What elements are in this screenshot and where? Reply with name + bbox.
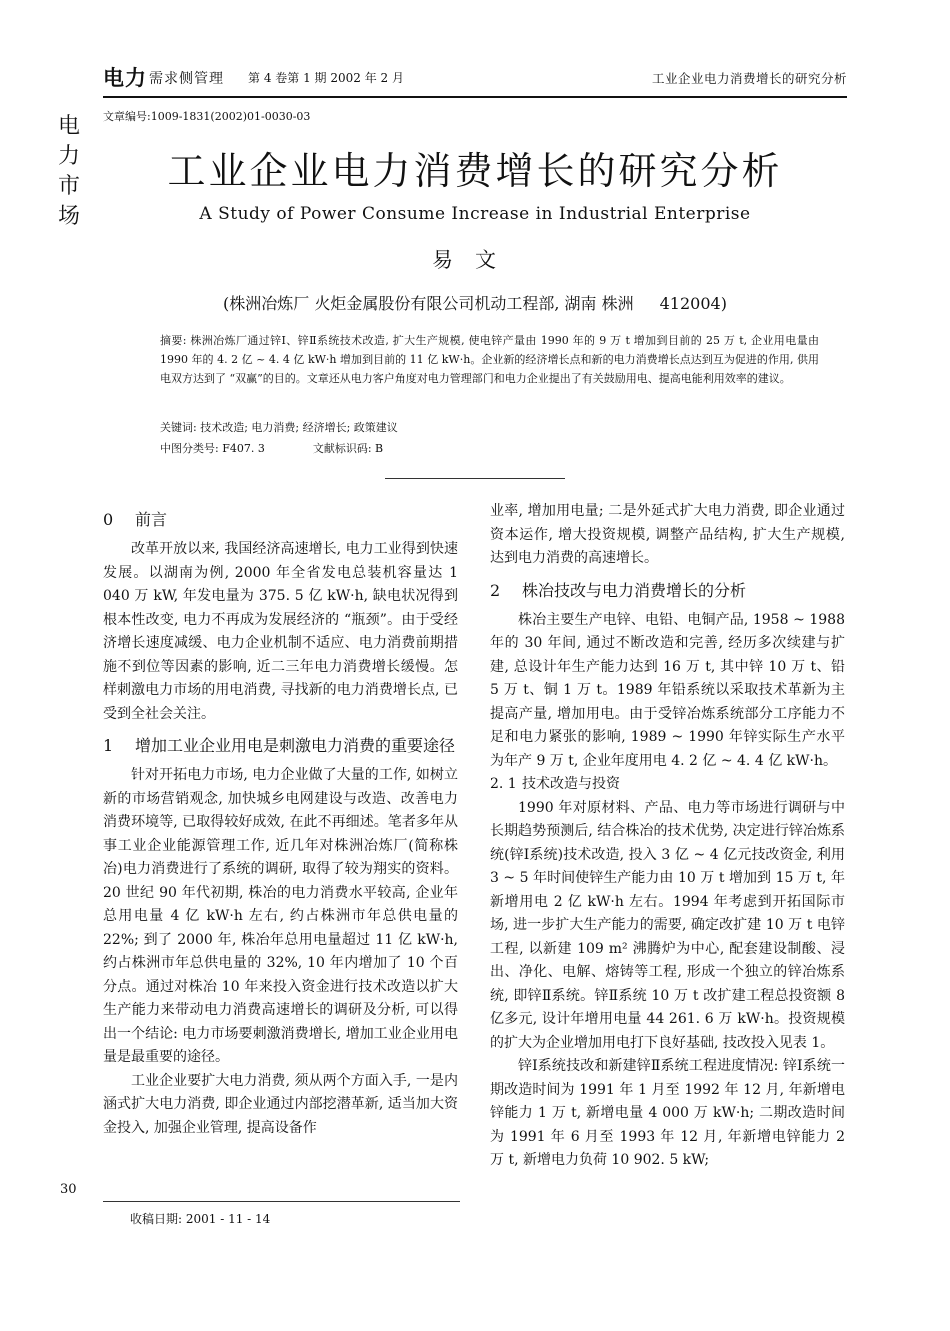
side-char: 场 xyxy=(57,204,80,229)
article-title-en: A Study of Power Consume Increase in Industrial Enterprise xyxy=(199,204,751,224)
section-heading xyxy=(490,579,845,603)
page-number: 30 xyxy=(60,1182,77,1197)
subsection-title: 技术改造与投资 xyxy=(522,776,620,792)
section-number: 1 xyxy=(103,736,114,755)
side-char: 电 xyxy=(57,114,80,139)
right-column xyxy=(490,500,845,1173)
journal-subtitle: 需求侧管理 xyxy=(149,71,224,87)
section-heading xyxy=(103,734,458,758)
issue-info: 第 4 卷第 1 期 2002 年 2 月 xyxy=(248,71,404,85)
left-column xyxy=(103,500,458,1140)
paragraph: 业率, 增加用电量; 二是外延式扩大电力消费, 即企业通过资本运作, 增大投资规模, 调整产品结构, 扩大生产规模, 达到电力消费的高速增长。 xyxy=(490,503,845,566)
section-heading xyxy=(103,508,458,532)
article-number: 文章编号:1009-1831(2002)01-0030-03 xyxy=(103,110,311,123)
document-code: 文献标识码: B xyxy=(312,442,384,455)
section-title: 株冶技改与电力消费增长的分析 xyxy=(522,580,747,600)
affiliation-text: (株洲冶炼厂 火炬金属股份有限公司机动工程部, 湖南 株洲 xyxy=(223,294,634,313)
affiliation xyxy=(0,291,950,314)
subsection-number: 2. 1 xyxy=(490,776,517,792)
section-number: 2 xyxy=(490,580,501,600)
keywords: 关键词: 技术改造; 电力消费; 经济增长; 政策建议 xyxy=(160,421,398,434)
author: 易文 xyxy=(432,248,518,272)
abstract-divider xyxy=(385,478,565,479)
section-title: 增加工业企业用电是刺激电力消费的重要途径 xyxy=(135,736,456,755)
footnote-rule xyxy=(103,1201,460,1202)
received-date: 收稿日期: 2001 - 11 - 14 xyxy=(130,1212,271,1226)
abstract-text: 摘要: 株洲冶炼厂通过锌Ⅰ、锌Ⅱ系统技术改造, 扩大生产规模, 使电锌产量由 1990 年的 9 万 t 增加到目前的 25 万 t, 企业用电量由 1990 年的 4. 2 亿 ~ 4. 4 亿 kW·h 增加到目前的 11 亿 kW·h。企业新的经济增长点和新的电力消费增长点达到互为促进的作用, 供用电双方达到了 “双赢”的目的。文章还从电力客户角度对电力管理部门和电力企业提出了有关鼓励用电、提高电能利用效率的建议。 xyxy=(160,334,819,385)
paragraph: 株冶主要生产电锌、电铅、电铜产品, 1958 ~ 1988 年的 30 年间, 通过不断改造和完善, 经历多次续建与扩建, 总设计年生产能力达到 16 万 t, 其中锌 10 万 t、铅 5 万 t、铜 1 万 t。1989 年铅系统以采取技术革新为主提高产量, 增加用电。由于受锌冶炼系统部分工序能力不足和电力紧张的影响, 1989 ~ 1990 年锌实际生产水平为年产 9 万 t, 企业年度用电 4. 2 亿 ~ 4. 4 亿 kW·h。 xyxy=(490,611,845,769)
paragraph: 改革开放以来, 我国经济高速增长, 电力工业得到快速发展。以湖南为例, 2000 年全省发电总装机容量达 1 040 万 kW, 年发电量为 375. 5 亿 kW·h, 缺电状况得到根本性改变, 电力不再成为发展经济的 “瓶颈”。由于受经济增长速度减缓、电力企业机制不适应、电力消费前期措施不到位等因素的影响, 近二三年电力消费增长缓慢。怎样刺激电力市场的用电消费, 寻找新的电力消费增长点, 已受到全社会关注。 xyxy=(103,541,458,722)
side-char: 市 xyxy=(57,174,80,199)
article-title: 工业企业电力消费增长的研究分析 xyxy=(167,149,783,193)
paragraph: 1990 年对原材料、产品、电力等市场进行调研与中长期趋势预测后, 结合株冶的技术优势, 决定进行锌冶炼系统(锌Ⅰ系统)技术改造, 投入 3 亿 ~ 4 亿元技改资金, 利用 3 ~ 5 年时间使锌生产能力由 10 万 t 增加到 15 万 t, 年新增用电 2 亿 kW·h 左右。1994 年考虑到开拓国际市场, 进一步扩大生产能力的需要, 确定改扩建 10 万 t 电锌工程, 以新建 109 m² 沸腾炉为中心, 配套建设制酸、浸出、净化、电解、熔铸等工程, 形成一个独立的锌冶炼系统, 即锌Ⅱ系统。锌Ⅱ系统 10 万 t 改扩建工程总投资额 8 亿多元, 设计年增用电量 44 261. 6 万 kW·h。投资规模的扩大为企业增加用电打下良好基础, 技改投入见表 1。 xyxy=(490,799,845,1051)
side-char: 力 xyxy=(57,144,80,169)
postcode: 412004) xyxy=(659,294,727,313)
subsection-heading xyxy=(490,773,845,797)
paragraph: 锌Ⅰ系统技改和新建锌Ⅱ系统工程进度情况: 锌Ⅰ系统一期改造时间为 1991 年 1 月至 1992 年 12 月, 年新增电锌能力 1 万 t, 新增电量 4 000 万 kW·h; 二期改造时间为 1991 年 6 月至 1993 年 12 月, 年新增电锌能力 2 万 t, 新增电力负荷 10 902. 5 kW; xyxy=(490,1058,845,1168)
header-rule xyxy=(103,96,847,98)
paragraph: 针对开拓电力市场, 电力企业做了大量的工作, 如树立新的市场营销观念, 加快城乡电网建设与改造、改善电力消费环境等, 已取得较好成效, 在此不再细述。笔者多年从事工业企业能源管理工作, 近几年对株洲冶炼厂(简称株冶)电力消费进行了系统的调研, 取得了较为翔实的资料。20 世纪 90 年代初期, 株冶的电力消费水平较高, 企业年总用电量 4 亿 kW·h 左右, 约占株洲市年总供电量的 22%; 到了 2000 年, 株冶年总用电量超过 11 亿 kW·h, 约占株洲市年总供电量的 32%, 10 年内增加了 10 个百分点。通过对株冶 10 年来投入资金进行技术改造以扩大生产能力来带动电力消费高速增长的调研及分析, 可以得出一个结论: 电力市场要刺激消费增长, 增加工业企业用电量是最重要的途径。 xyxy=(103,767,458,1065)
section-title: 前言 xyxy=(135,510,168,529)
abstract xyxy=(133,331,819,388)
journal-logo: 电力 xyxy=(103,65,147,90)
page-header xyxy=(103,60,847,94)
running-title: 工业企业电力消费增长的研究分析 xyxy=(651,71,847,86)
classification-line xyxy=(160,440,383,456)
section-number: 0 xyxy=(103,510,114,529)
classification: 中图分类号: F407. 3 xyxy=(160,442,265,455)
paragraph: 工业企业要扩大电力消费, 须从两个方面入手, 一是内涵式扩大电力消费, 即企业通过内部挖潜革新, 适当加大资金投入, 加强企业管理, 提高设备作 xyxy=(103,1072,458,1136)
